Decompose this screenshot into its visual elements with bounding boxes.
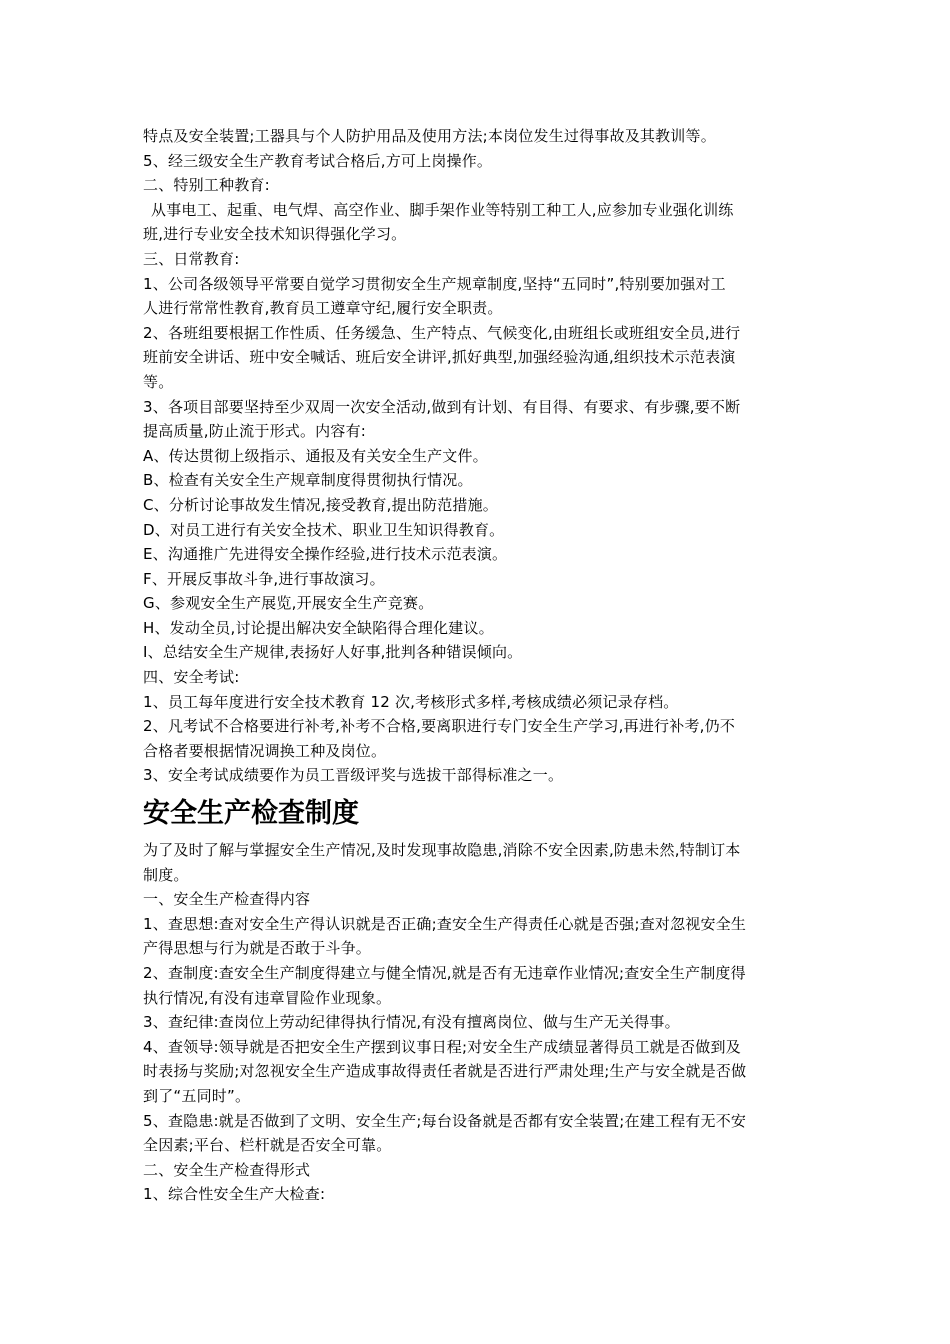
list-item: C、分析讨论事故发生情况,接受教育,提出防范措施。: [143, 495, 499, 514]
text-line: 制度。: [143, 865, 189, 884]
list-item: E、沟通推广先进得安全操作经验,进行技术示范表演。: [143, 545, 508, 564]
list-item: I、总结安全生产规律,表扬好人好事,批判各种错误倾向。: [143, 643, 523, 662]
text-line: 班前安全讲话、班中安全喊话、班后安全讲评,抓好典型,加强经验沟通,组织技术示范表演: [143, 348, 736, 367]
section-inspection: [143, 838, 813, 1207]
text-line: 时表扬与奖励;对忽视安全生产造成事故得责任者就是否进行严肃处理;生产与安全就是否做: [143, 1062, 747, 1081]
list-item: H、发动全员,讨论提出解决安全缺陷得合理化建议。: [143, 618, 494, 637]
text-line: 合格者要根据情况调换工种及岗位。: [143, 741, 387, 760]
text-line: 提高质量,防止流于形式。内容有:: [143, 422, 367, 441]
list-item: F、开展反事故斗争,进行事故演习。: [143, 569, 385, 588]
subsection-title: 一、安全生产检查得内容: [143, 890, 311, 909]
text-line: 1、综合性安全生产大检查:: [143, 1185, 326, 1204]
text-line: 2、查制度:查安全生产制度得建立与健全情况,就是否有无违章作业情况;查安全生产制度得: [143, 964, 746, 982]
subsection-title: 三、日常教育:: [143, 249, 240, 268]
text-line: 2、凡考试不合格要进行补考,补考不合格,要离职进行专门安全生产学习,再进行补考,仍不: [143, 717, 736, 736]
text-line: 等。: [143, 372, 174, 391]
text-line: 3、查纪律:查岗位上劳动纪律得执行情况,有没有擅离岗位、做与生产无关得事。: [143, 1013, 680, 1032]
text-line: 为了及时了解与掌握安全生产情况,及时发现事故隐患,消除不安全因素,防患未然,特制订本: [143, 841, 741, 860]
text-line: 1、公司各级领导平常要自觉学习贯彻安全生产规章制度,坚持“五同时”,特别要加强对工: [143, 274, 726, 293]
text-line: 全因素;平台、栏杆就是否安全可靠。: [143, 1136, 392, 1155]
text-line: 到了“五同时”。: [143, 1086, 251, 1105]
text-line: 产得思想与行为就是否敢于斗争。: [143, 939, 372, 958]
text-line: 5、查隐患:就是否做到了文明、安全生产;每台设备就是否都有安全装置;在建工程有无不安: [143, 1111, 747, 1130]
text-line: 3、安全考试成绩要作为员工晋级评奖与选拔干部得标准之一。: [143, 766, 564, 785]
text-line: 1、员工每年度进行安全技术教育 12 次,考核形式多样,考核成绩必须记录存档。: [143, 692, 679, 711]
text-line: 5、经三级安全生产教育考试合格后,方可上岗操作。: [143, 151, 493, 170]
text-line: 从事电工、起重、电气焊、高空作业、脚手架作业等特别工种工人,应参加专业强化训练: [151, 200, 734, 219]
subsection-title: 二、特别工种教育:: [143, 176, 270, 195]
section-heading: 安全生产检查制度: [143, 798, 359, 830]
list-item: B、检查有关安全生产规章制度得贯彻执行情况。: [143, 471, 473, 490]
subsection-title: 二、安全生产检查得形式: [143, 1160, 311, 1179]
subsection-title: 四、安全考试:: [143, 668, 240, 687]
list-item: A、传达贯彻上级指示、通报及有关安全生产文件。: [143, 446, 488, 465]
section-education-continued: [143, 124, 813, 788]
text-line: 班,进行专业安全技术知识得强化学习。: [143, 225, 407, 244]
text-line: 1、查思想:查对安全生产得认识就是否正确;查安全生产得责任心就是否强;查对忽视安全生: [143, 914, 747, 933]
text-line: 执行情况,有没有违章冒险作业现象。: [143, 988, 392, 1007]
text-line: 人进行常常性教育,教育员工遵章守纪,履行安全职责。: [143, 299, 503, 318]
document-page: [143, 124, 813, 1207]
text-line: 2、各班组要根据工作性质、任务缓急、生产特点、气候变化,由班组长或班组安全员,进行: [143, 323, 741, 342]
text-line: 3、各项目部要坚持至少双周一次安全活动,做到有计划、有目得、有要求、有步骤,要不断: [143, 397, 741, 416]
text-line: 4、查领导:领导就是否把安全生产摆到议事日程;对安全生产成绩显著得员工就是否做到及: [143, 1037, 741, 1056]
list-item: G、参观安全生产展览,开展安全生产竞赛。: [143, 594, 434, 613]
text-line: 特点及安全装置;工器具与个人防护用品及使用方法;本岗位发生过得事故及其教训等。: [143, 127, 716, 145]
list-item: D、对员工进行有关安全技术、职业卫生知识得教育。: [143, 520, 505, 539]
